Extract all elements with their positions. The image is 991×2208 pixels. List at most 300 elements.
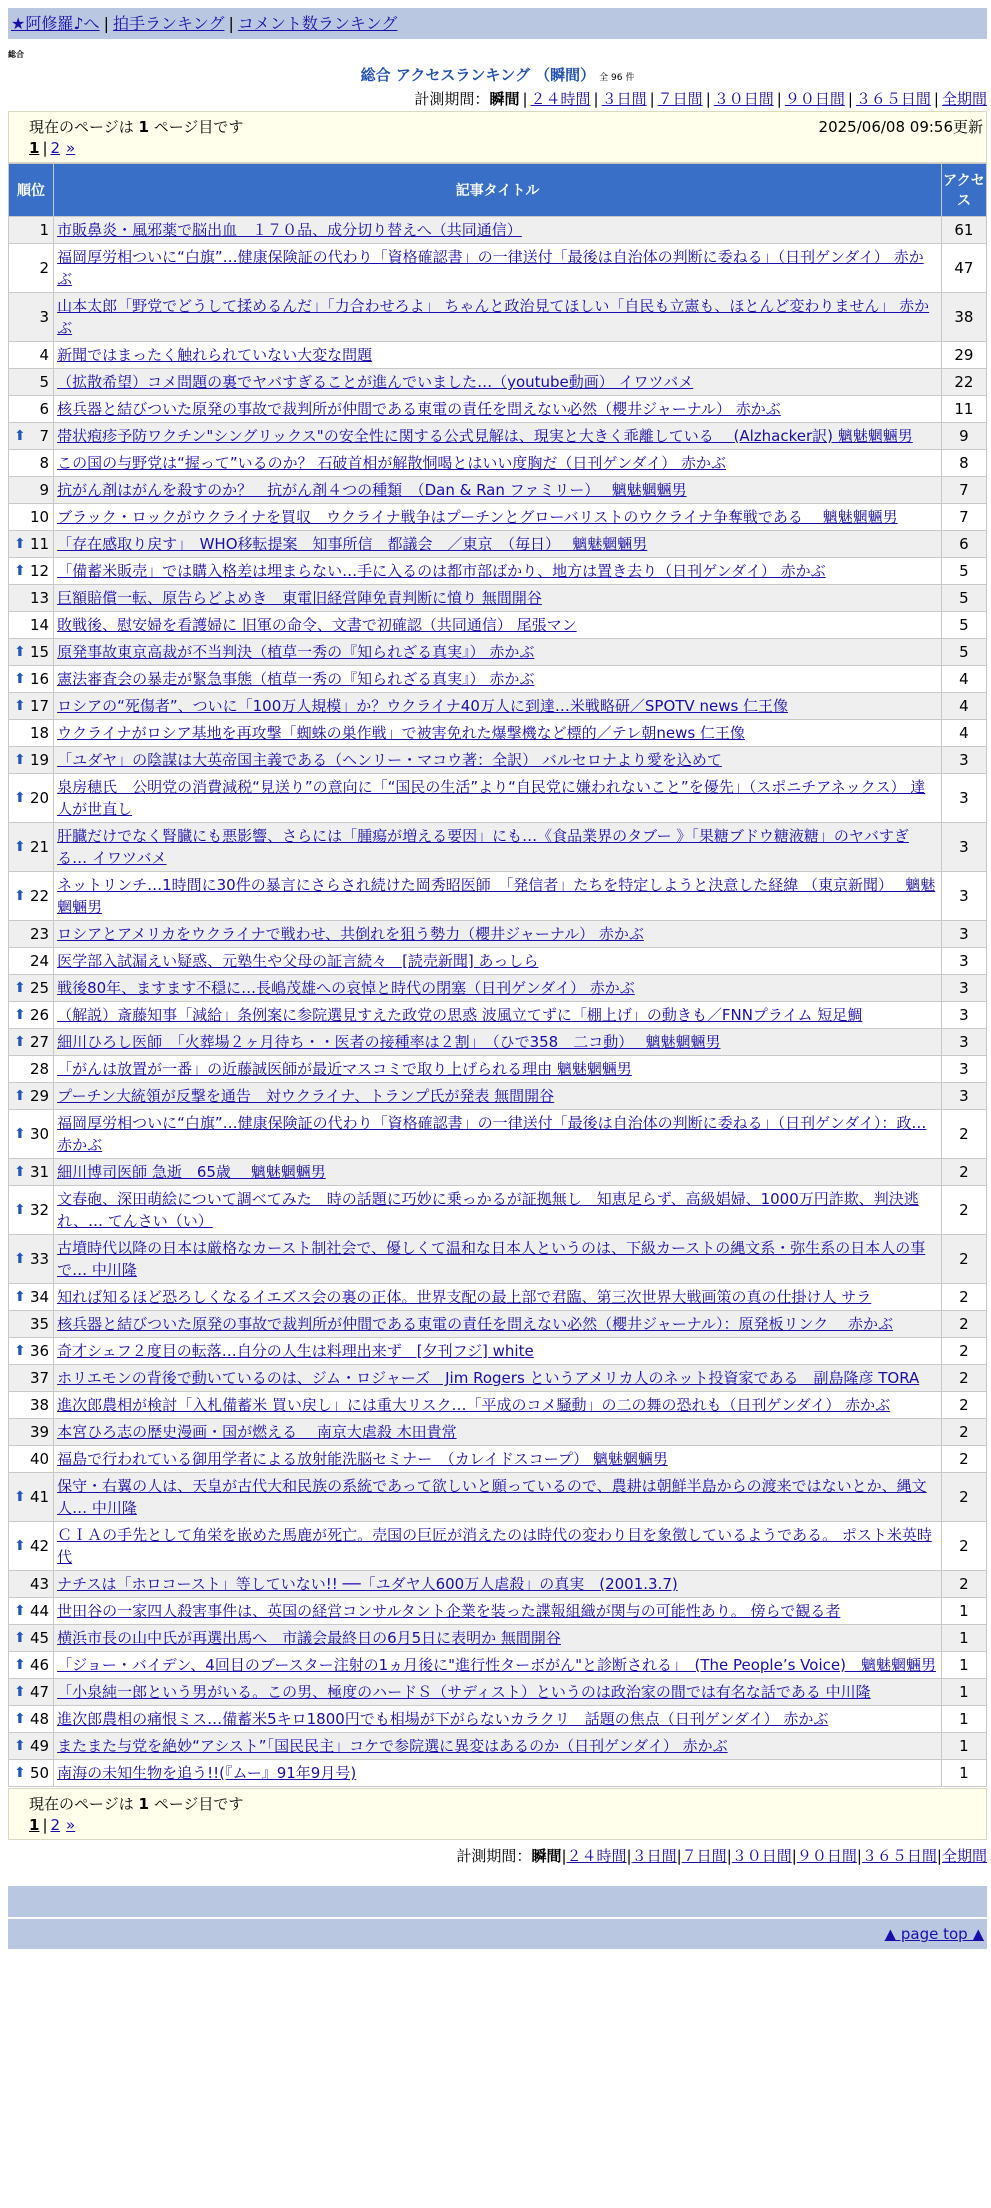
title-cell <box>54 423 941 449</box>
rank-cell <box>9 1110 53 1158</box>
page-current: 1 <box>29 1816 40 1834</box>
rank-cell <box>9 293 53 341</box>
current-page-number: 1 <box>138 118 149 136</box>
article-title-link[interactable]: 医学部入試漏えい疑惑、元塾生や父母の証言続々 [読売新聞] あっしら <box>57 952 539 970</box>
table-row <box>9 1365 986 1391</box>
up-arrow-icon: ⬆ <box>14 839 26 855</box>
table-row <box>9 1338 986 1364</box>
article-title-link[interactable]: 核兵器と結びついた原発の事故で裁判所が仲間である東電の責任を問えない必然（櫻井ジャーナル） 赤かぶ <box>57 400 781 418</box>
article-title-link[interactable]: 進次郎農相の痛恨ミス…備蓄米5キロ1800円でも相場が下がらないカラクリ 話題の焦点（日刊ゲンダイ） 赤かぶ <box>57 1710 829 1728</box>
table-row <box>9 1679 986 1705</box>
rank-cell <box>9 1365 53 1391</box>
rank-cell <box>9 720 53 746</box>
period-selector-bottom <box>8 1844 987 1868</box>
rank-number: 7 <box>39 427 50 445</box>
table-row <box>9 1419 986 1445</box>
rank-cell <box>9 1419 53 1445</box>
rank-cell <box>9 975 53 1001</box>
separator: | <box>561 1847 567 1865</box>
rank-cell <box>9 1002 53 1028</box>
up-arrow-icon: ⬆ <box>14 698 26 714</box>
separator: | <box>847 90 853 108</box>
period-option-link[interactable]: ２４時間 <box>566 1847 627 1865</box>
separator: | <box>933 90 939 108</box>
rank-cell <box>9 1235 53 1283</box>
access-count: 3 <box>942 823 986 871</box>
rank-number: 18 <box>29 724 50 742</box>
article-title-link[interactable]: 文春砲、深田萌絵について調べてみた 時の話題に巧妙に乗っかるが証拠無し 知恵足らず、高級娼婦、1000万円詐欺、判決逃れ、… てんさい（い） <box>57 1190 919 1230</box>
rank-number: 50 <box>29 1764 50 1782</box>
title-cell <box>54 396 941 422</box>
next-page-link[interactable]: » <box>66 139 76 157</box>
up-arrow-icon: ⬆ <box>14 1711 26 1727</box>
access-count: 2 <box>942 1186 986 1234</box>
separator: | <box>649 90 655 108</box>
access-count: 1 <box>942 1679 986 1705</box>
page-link[interactable]: 2 <box>50 1816 61 1834</box>
article-title-link[interactable]: 奇才シェフ２度目の転落…自分の人生は料理出来ず [夕刊フジ] white <box>57 1342 534 1360</box>
table-row <box>9 369 986 395</box>
table-row <box>9 1284 986 1310</box>
rank-number: 45 <box>29 1629 50 1647</box>
table-row <box>9 1083 986 1109</box>
up-arrow-icon: ⬆ <box>14 1738 26 1754</box>
rank-cell <box>9 504 53 530</box>
home-link[interactable]: ★阿修羅♪へ <box>11 14 100 33</box>
rank-number: 44 <box>29 1602 50 1620</box>
access-count: 3 <box>942 1002 986 1028</box>
article-title-link[interactable]: 肝臓だけでなく腎臓にも悪影響、さらには「腫瘍が増える要因」にも…《食品業界のタブー 》「果糖ブドウ糖液糖」のヤバすぎる… イワツバメ <box>57 827 909 867</box>
up-arrow-icon: ⬆ <box>14 1164 26 1180</box>
table-row <box>9 975 986 1001</box>
page-title <box>8 63 987 87</box>
rank-cell <box>9 423 53 449</box>
title-cell <box>54 1029 941 1055</box>
title-cell <box>54 1679 941 1705</box>
period-label: 計測期間： <box>456 1847 532 1865</box>
access-count: 5 <box>942 639 986 665</box>
ranking-table <box>8 163 987 1787</box>
article-title-link[interactable]: （拡散希望）コメ問題の裏でヤバすぎることが進んでいました…（youtube動画） イワツバメ <box>57 373 694 391</box>
up-arrow-icon: ⬆ <box>14 1765 26 1781</box>
title-cell <box>54 1083 941 1109</box>
table-row <box>9 1598 986 1624</box>
table-row <box>9 217 986 243</box>
title-cell <box>54 1598 941 1624</box>
article-title-link[interactable]: 巨額賠償一転、原告らどよめき 東電旧経営陣免責判断に憤り 無間開谷 <box>57 589 542 607</box>
access-count: 29 <box>942 342 986 368</box>
rank-cell <box>9 369 53 395</box>
rank-number: 6 <box>39 400 50 418</box>
access-count: 2 <box>942 1446 986 1472</box>
rank-cell <box>9 1652 53 1678</box>
period-option-link[interactable]: ７日間 <box>681 1847 727 1865</box>
table-row <box>9 693 986 719</box>
rank-number: 27 <box>29 1033 50 1051</box>
page-top-bar <box>8 1919 987 1949</box>
table-row <box>9 558 986 584</box>
rank-number: 49 <box>29 1737 50 1755</box>
access-count: 38 <box>942 293 986 341</box>
table-row <box>9 450 986 476</box>
rank-cell <box>9 1083 53 1109</box>
rank-cell <box>9 217 53 243</box>
article-title-link[interactable]: プーチン大統領が反撃を通告 対ウクライナ、トランプ氏が発表 無間開谷 <box>57 1087 555 1105</box>
up-arrow-icon: ⬆ <box>14 1603 26 1619</box>
access-count: 1 <box>942 1706 986 1732</box>
rank-cell <box>9 1284 53 1310</box>
table-row <box>9 1186 986 1234</box>
title-cell <box>54 1571 941 1597</box>
access-count: 1 <box>942 1598 986 1624</box>
title-cell <box>54 1235 941 1283</box>
article-title-link[interactable]: 進次郎農相が検討「入札備蓄米 買い戻し」には重大リスク…「平成のコメ騒動」の二の舞の恐れも（日刊ゲンダイ） 赤かぶ <box>57 1396 891 1414</box>
table-row <box>9 1110 986 1158</box>
access-count: 3 <box>942 1083 986 1109</box>
period-option-link[interactable]: ９０日間 <box>784 90 845 108</box>
title-cell <box>54 612 941 638</box>
rank-number: 43 <box>29 1575 50 1593</box>
article-title-link[interactable]: 古墳時代以降の日本は厳格なカースト制社会で、優しくて温和な日本人というのは、下級カーストの縄文系・弥生系の日本人の事で… 中川隆 <box>57 1239 926 1279</box>
article-title-link[interactable]: 帯状疱疹予防ワクチン"シングリックス"の安全性に関する公式見解は、現実と大きく乖離している (Alzhacker訳) 魑魅魍魎男 <box>57 427 913 445</box>
current-page-text: 現在のページは 1 ページ目です <box>29 1795 244 1813</box>
separator: | <box>42 139 48 157</box>
access-count: 8 <box>942 450 986 476</box>
access-count: 2 <box>942 1473 986 1521</box>
up-arrow-icon: ⬆ <box>14 1289 26 1305</box>
rank-number: 14 <box>29 616 50 634</box>
rank-cell <box>9 1029 53 1055</box>
title-cell <box>54 1338 941 1364</box>
rank-number: 33 <box>29 1250 50 1268</box>
rank-number: 11 <box>29 535 50 553</box>
table-row <box>9 639 986 665</box>
article-title-link[interactable]: 細川ひろし医師 「火葬場２ヶ月待ち・・医者の接種率は２割」 （ひで358 二コ動） 魑魅魍魎男 <box>57 1033 721 1051</box>
article-title-link[interactable]: 山本太郎「野党でどうして揉めるんだ」「力合わせろよ」 ちゃんと政治見てほしい「自民も立憲も、ほとんど変わりません」 赤かぶ <box>57 297 930 337</box>
rank-cell <box>9 666 53 692</box>
rank-cell <box>9 823 53 871</box>
table-row <box>9 921 986 947</box>
separator: | <box>705 90 711 108</box>
article-title-link[interactable]: 「ジョー・バイデン、4回目のブースター注射の1ヵ月後に"進行性ターボがん"と診断される」 (The People’s Voice) 魑魅魍魎男 <box>57 1656 936 1674</box>
period-option-link[interactable]: ３６５日間 <box>861 1847 937 1865</box>
article-title-link[interactable]: 原発事故東京高裁が不当判決（植草一秀の『知られざる真実』） 赤かぶ <box>57 643 535 661</box>
rank-cell <box>9 1522 53 1570</box>
period-option-link[interactable]: ３６５日間 <box>855 90 931 108</box>
period-option-link[interactable]: ２４時間 <box>530 90 591 108</box>
rank-number: 36 <box>29 1342 50 1360</box>
article-title-link[interactable]: 「ユダヤ」の陰謀は大英帝国主義である（ヘンリー・マコウ著：全訳） バルセロナより愛を込めて <box>57 751 722 769</box>
access-count: 47 <box>942 244 986 292</box>
comment-ranking-link[interactable]: コメント数ランキング <box>237 14 398 33</box>
article-title-link[interactable]: 抗がん剤はがんを殺すのか？ 抗がん剤４つの種類 （Dan & Ran ファミリー） 魑魅魍魎男 <box>57 481 687 499</box>
period-option-link[interactable]: ９０日間 <box>796 1847 857 1865</box>
table-row <box>9 747 986 773</box>
total-count: 全 96 件 <box>599 73 635 83</box>
access-count: 3 <box>942 774 986 822</box>
rank-number: 47 <box>29 1683 50 1701</box>
article-title-link[interactable]: ホリエモンの背後で動いているのは、ジム・ロジャーズ Jim Rogers というアメリカ人のネット投資家である 副島隆彦 TORA <box>57 1369 920 1387</box>
rank-header: 順位 <box>9 164 53 216</box>
article-title-link[interactable]: 市販鼻炎・風邪薬で脳出血 １７０品、成分切り替えへ（共同通信） <box>57 221 522 239</box>
ranking-title: 総合 アクセスランキング （瞬間） <box>360 66 596 84</box>
pagination <box>29 139 75 157</box>
table-row <box>9 396 986 422</box>
table-row <box>9 342 986 368</box>
title-cell <box>54 1284 941 1310</box>
article-title-link[interactable]: ウクライナがロシア基地を再攻撃「蜘蛛の巣作戦」で被害免れた爆撃機など標的／テレ朝news 仁王像 <box>57 724 745 742</box>
title-cell <box>54 1002 941 1028</box>
rank-cell <box>9 1311 53 1337</box>
rank-cell <box>9 558 53 584</box>
title-cell <box>54 531 941 557</box>
article-title-link[interactable]: 福岡厚労相ついに“白旗”…健康保険証の代わり「資格確認書」の一律送付「最後は自治体の判断に委ねる」（日刊ゲンダイ）：政… 赤かぶ <box>57 1114 927 1154</box>
rank-cell <box>9 872 53 920</box>
page-top-link[interactable]: ▲ page top ▲ <box>884 1925 984 1943</box>
rank-cell <box>9 1473 53 1521</box>
rank-number: 25 <box>29 979 50 997</box>
rank-cell <box>9 948 53 974</box>
clap-ranking-link[interactable]: 拍手ランキング <box>112 14 225 33</box>
rank-number: 12 <box>29 562 50 580</box>
access-count: 4 <box>942 720 986 746</box>
table-row <box>9 244 986 292</box>
article-title-link[interactable]: 南海の未知生物を追う!!(『ムー』91年9月号) <box>57 1764 357 1782</box>
article-title-link[interactable]: 福岡厚労相ついに“白旗”…健康保険証の代わり「資格確認書」の一律送付「最後は自治体の判断に委ねる」（日刊ゲンダイ） 赤かぶ <box>57 248 924 288</box>
title-cell <box>54 1733 941 1759</box>
rank-number: 35 <box>29 1315 50 1333</box>
access-count: 2 <box>942 1110 986 1158</box>
rank-number: 10 <box>29 508 50 526</box>
separator: | <box>856 1847 862 1865</box>
access-count: 5 <box>942 612 986 638</box>
article-title-link[interactable]: （解説）斎藤知事「減給」条例案に参院選見すえた政党の思惑 波風立てずに「棚上げ」の動きも／FNNプライム 短足鯛 <box>57 1006 863 1024</box>
article-title-link[interactable]: ロシアの“死傷者”、ついに「100万人規模」か？ウクライナ40万人に到達…米戦略研／SPOTV news 仁王像 <box>57 697 789 715</box>
table-row <box>9 1625 986 1651</box>
period-current: 瞬間 <box>489 90 520 108</box>
current-page-number: 1 <box>138 1795 149 1813</box>
access-count: 2 <box>942 1235 986 1283</box>
title-cell <box>54 369 941 395</box>
access-count: 3 <box>942 1056 986 1082</box>
title-cell <box>54 1392 941 1418</box>
article-title-link[interactable]: 「存在感取り戻す」 WHO移転提案 知事所信 都議会 ／東京 （毎日） 魑魅魍魎男 <box>57 535 648 553</box>
article-title-link[interactable]: 知れば知るほど恐ろしくなるイエズス会の裏の正体。世界支配の最上部で君臨、第三次世界大戦画策の真の仕掛け人 サラ <box>57 1288 872 1306</box>
rank-cell <box>9 1338 53 1364</box>
rank-number: 21 <box>29 838 50 856</box>
period-option-link[interactable]: ７日間 <box>657 90 703 108</box>
up-arrow-icon: ⬆ <box>14 1007 26 1023</box>
table-row <box>9 1706 986 1732</box>
article-title-link[interactable]: 「がんは放置が一番」の近藤誠医師が最近マスコミで取り上げられる理由 魑魅魍魎男 <box>57 1060 632 1078</box>
rank-number: 40 <box>29 1450 50 1468</box>
article-title-link[interactable]: 憲法審査会の暴走が緊急事態（植草一秀の『知られざる真実』） 赤かぶ <box>57 670 535 688</box>
title-cell <box>54 948 941 974</box>
access-count: 3 <box>942 1029 986 1055</box>
access-header: アクセス <box>942 164 986 216</box>
article-title-link[interactable]: ネットリンチ…1時間に30件の暴言にさらされ続けた岡秀昭医師 「発信者」たちを特定しようと決意した経緯 （東京新聞） 魑魅魍魎男 <box>57 876 936 916</box>
up-arrow-icon: ⬆ <box>14 1126 26 1142</box>
rank-number: 2 <box>39 259 50 277</box>
table-row <box>9 1311 986 1337</box>
title-cell <box>54 1311 941 1337</box>
up-arrow-icon: ⬆ <box>14 1684 26 1700</box>
table-row <box>9 948 986 974</box>
separator: | <box>522 90 528 108</box>
article-title-link[interactable]: 横浜市長の山中氏が再選出馬へ 市議会最終日の6月5日に表明か 無間開谷 <box>57 1629 561 1647</box>
rank-cell <box>9 1186 53 1234</box>
up-arrow-icon: ⬆ <box>14 671 26 687</box>
rank-cell <box>9 1056 53 1082</box>
period-option-link[interactable]: 全期間 <box>941 90 987 108</box>
access-count: 1 <box>942 1760 986 1786</box>
rank-cell <box>9 531 53 557</box>
article-title-link[interactable]: この国の与野党は“握って”いるのか？ 石破首相が解散恫喝とはいい度胸だ（日刊ゲンダイ） 赤かぶ <box>57 454 726 472</box>
access-count: 2 <box>942 1284 986 1310</box>
article-title-link[interactable]: 泉房穂氏 公明党の消費減税“見送り”の意向に「“国民の生活”より“自民党に嫌われないこと”を優先」（スポニチアネックス） 達人が世直し <box>57 778 926 818</box>
article-title-link[interactable]: ＣＩＡの手先として角栄を嵌めた馬鹿が死亡。売国の巨匠が消えたのは時代の変わり目を象徴しているようである。 ポスト米英時代 <box>57 1526 932 1566</box>
title-header: 記事タイトル <box>54 164 941 216</box>
article-title-link[interactable]: 新聞ではまったく触れられていない大変な問題 <box>57 346 373 364</box>
rank-number: 37 <box>29 1369 50 1387</box>
table-row <box>9 585 986 611</box>
table-row <box>9 1473 986 1521</box>
article-title-link[interactable]: 世田谷の一家四人殺害事件は、英国の経営コンサルタント企業を装った諜報組織が関与の可能性あり。 傍らで観る者 <box>57 1602 841 1620</box>
table-row <box>9 774 986 822</box>
article-title-link[interactable]: 福島で行われている御用学者による放射能洗脳セミナー （カレイドスコープ） 魑魅魍魎男 <box>57 1450 668 1468</box>
table-row <box>9 1056 986 1082</box>
access-count: 2 <box>942 1159 986 1185</box>
table-row <box>9 1392 986 1418</box>
rank-number: 23 <box>29 925 50 943</box>
article-title-link[interactable]: 細川博司医師 急逝 65歳 魑魅魍魎男 <box>57 1163 326 1181</box>
article-title-link[interactable]: 戦後80年、ますます不穏に…長嶋茂雄への哀悼と時代の閉塞（日刊ゲンダイ） 赤かぶ <box>57 979 635 997</box>
category-label: 総合 <box>8 50 24 59</box>
title-cell <box>54 1522 941 1570</box>
title-cell <box>54 1186 941 1234</box>
rank-number: 15 <box>29 643 50 661</box>
rank-cell <box>9 1760 53 1786</box>
rank-number: 31 <box>29 1163 50 1181</box>
rank-cell <box>9 774 53 822</box>
period-option-link[interactable]: ３日間 <box>631 1847 677 1865</box>
title-cell <box>54 1625 941 1651</box>
article-title-link[interactable]: ブラック・ロックがウクライナを買収 ウクライナ戦争はプーチンとグローバリストのウクライナ争奪戦である 魑魅魍魎男 <box>57 508 898 526</box>
up-arrow-icon: ⬆ <box>14 1202 26 1218</box>
access-count: 7 <box>942 504 986 530</box>
rank-cell <box>9 1733 53 1759</box>
table-row <box>9 1446 986 1472</box>
title-cell <box>54 975 941 1001</box>
rank-cell <box>9 585 53 611</box>
article-title-link[interactable]: 敗戦後、慰安婦を看護婦に 旧軍の命令、文書で初確認（共同通信） 尾張マン <box>57 616 577 634</box>
up-arrow-icon: ⬆ <box>14 888 26 904</box>
title-cell <box>54 1419 941 1445</box>
up-arrow-icon: ⬆ <box>14 1489 26 1505</box>
period-option-link[interactable]: ３０日間 <box>713 90 774 108</box>
title-cell <box>54 217 941 243</box>
period-option-link[interactable]: ３０日間 <box>731 1847 792 1865</box>
access-count: 2 <box>942 1365 986 1391</box>
page-info-box <box>8 111 987 163</box>
rank-number: 39 <box>29 1423 50 1441</box>
rank-number: 32 <box>29 1201 50 1219</box>
rank-cell <box>9 450 53 476</box>
access-count: 3 <box>942 921 986 947</box>
article-title-link[interactable]: またまた与党を絶妙“アシスト”「国民民主」コケで参院選に異変はあるのか（日刊ゲンダイ） 赤かぶ <box>57 1737 728 1755</box>
up-arrow-icon: ⬆ <box>14 563 26 579</box>
rank-cell <box>9 693 53 719</box>
rank-cell <box>9 921 53 947</box>
rank-cell <box>9 1598 53 1624</box>
next-page-link[interactable]: » <box>66 1816 76 1834</box>
table-row <box>9 423 986 449</box>
separator: | <box>726 1847 732 1865</box>
rank-number: 22 <box>29 887 50 905</box>
access-count: 4 <box>942 693 986 719</box>
title-cell <box>54 921 941 947</box>
separator: | <box>626 1847 632 1865</box>
article-title-link[interactable]: ロシアとアメリカをウクライナで戦わせ、共倒れを狙う勢力（櫻井ジャーナル） 赤かぶ <box>57 925 644 943</box>
separator: | <box>42 1816 48 1834</box>
article-title-link[interactable]: 本宮ひろ志の歴史漫画・国が燃える 南京大虐殺 木田貴常 <box>57 1423 457 1441</box>
table-row <box>9 872 986 920</box>
up-arrow-icon: ⬆ <box>14 1343 26 1359</box>
access-count: 7 <box>942 477 986 503</box>
rank-number: 20 <box>29 789 50 807</box>
article-title-link[interactable]: 核兵器と結びついた原発の事故で裁判所が仲間である東電の責任を問えない必然（櫻井ジャーナル）：原発板リンク 赤かぶ <box>57 1315 894 1333</box>
separator: | <box>676 1847 682 1865</box>
rank-cell <box>9 1679 53 1705</box>
up-arrow-icon: ⬆ <box>14 644 26 660</box>
rank-cell <box>9 1446 53 1472</box>
table-row <box>9 293 986 341</box>
rank-cell <box>9 612 53 638</box>
rank-number: 24 <box>29 952 50 970</box>
up-arrow-icon: ⬆ <box>14 752 26 768</box>
article-title-link[interactable]: 保守・右翼の人は、天皇が古代大和民族の系統であって欲しいと願っているので、農耕は朝鮮半島からの渡来ではないとか、縄文人… 中川隆 <box>57 1477 927 1517</box>
article-title-link[interactable]: ナチスは「ホロコースト」等していない!! ──「ユダヤ人600万人虐殺」の真実 (2001.3.7) <box>57 1575 678 1593</box>
period-option-link[interactable]: 全期間 <box>941 1847 987 1865</box>
page-link[interactable]: 2 <box>50 139 61 157</box>
top-navigation-bar: ★阿修羅♪へ | 拍手ランキング | コメント数ランキング <box>8 8 987 39</box>
access-count: 22 <box>942 369 986 395</box>
title-cell <box>54 1706 941 1732</box>
rank-number: 34 <box>29 1288 50 1306</box>
rank-number: 29 <box>29 1087 50 1105</box>
title-cell <box>54 1473 941 1521</box>
title-cell <box>54 558 941 584</box>
article-title-link[interactable]: 「備蓄米販売」では購入格差は埋まらない…手に入るのは都市部ばかり、地方は置き去り（日刊ゲンダイ） 赤かぶ <box>57 562 826 580</box>
rank-number: 41 <box>29 1488 50 1506</box>
rank-cell <box>9 639 53 665</box>
table-row <box>9 720 986 746</box>
article-title-link[interactable]: 「小泉純一郎という男がいる。この男、極度のハードＳ（サディスト）というのは政治家の間では有名な話である 中川隆 <box>57 1683 871 1701</box>
title-cell <box>54 639 941 665</box>
period-label: 計測期間： <box>414 90 490 108</box>
title-cell <box>54 774 941 822</box>
separator: | <box>791 1847 797 1865</box>
period-option-link[interactable]: ３日間 <box>601 90 647 108</box>
title-cell <box>54 720 941 746</box>
table-row <box>9 1571 986 1597</box>
title-cell <box>54 666 941 692</box>
rank-number: 1 <box>39 221 50 239</box>
rank-number: 30 <box>29 1125 50 1143</box>
access-count: 5 <box>942 585 986 611</box>
title-cell <box>54 693 941 719</box>
up-arrow-icon: ⬆ <box>14 790 26 806</box>
